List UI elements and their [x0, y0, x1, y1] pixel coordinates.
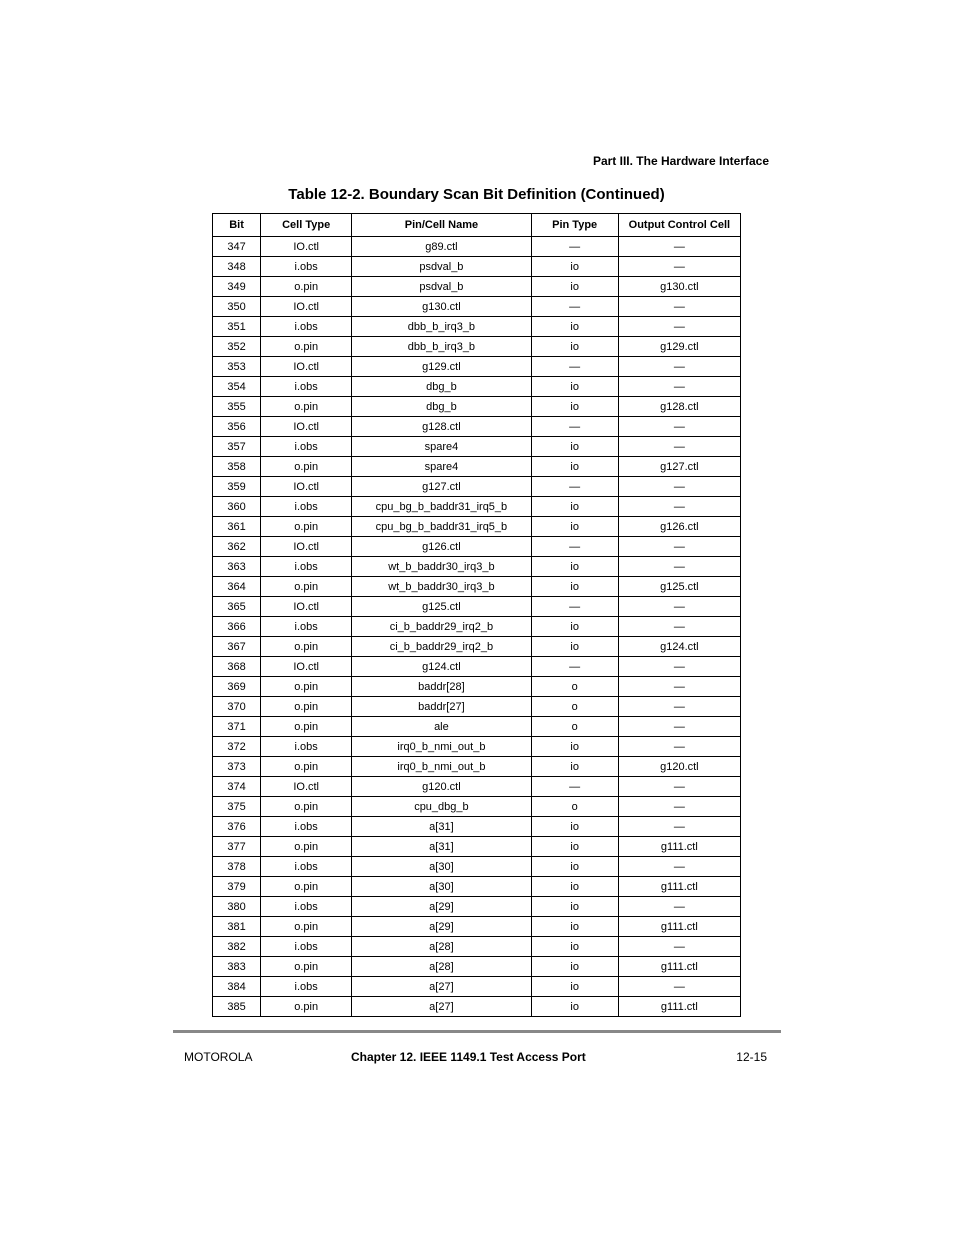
- cell-pin-type: io: [531, 897, 618, 917]
- cell-output-control: —: [618, 317, 740, 337]
- cell-pin-cell-name: g124.ctl: [352, 657, 531, 677]
- cell-output-control: —: [618, 657, 740, 677]
- cell-cell-type: o.pin: [261, 277, 352, 297]
- cell-pin-cell-name: wt_b_baddr30_irq3_b: [352, 577, 531, 597]
- column-header-cell-type: Cell Type: [261, 214, 352, 237]
- table-row: [213, 877, 741, 897]
- cell-cell-type: i.obs: [261, 557, 352, 577]
- cell-bit: 349: [213, 277, 261, 297]
- cell-pin-type: io: [531, 617, 618, 637]
- cell-output-control: —: [618, 737, 740, 757]
- cell-cell-type: o.pin: [261, 717, 352, 737]
- cell-output-control: —: [618, 357, 740, 377]
- cell-cell-type: IO.ctl: [261, 597, 352, 617]
- cell-cell-type: i.obs: [261, 977, 352, 997]
- cell-pin-type: io: [531, 497, 618, 517]
- table-row: [213, 857, 741, 877]
- cell-bit: 350: [213, 297, 261, 317]
- cell-pin-cell-name: a[29]: [352, 897, 531, 917]
- cell-bit: 376: [213, 817, 261, 837]
- cell-pin-type: io: [531, 377, 618, 397]
- cell-pin-type: —: [531, 477, 618, 497]
- cell-output-control: —: [618, 857, 740, 877]
- cell-pin-cell-name: wt_b_baddr30_irq3_b: [352, 557, 531, 577]
- cell-output-control: —: [618, 817, 740, 837]
- table-row: [213, 337, 741, 357]
- cell-pin-type: io: [531, 577, 618, 597]
- cell-pin-type: —: [531, 597, 618, 617]
- table-row: [213, 637, 741, 657]
- cell-output-control: —: [618, 257, 740, 277]
- cell-pin-cell-name: baddr[28]: [352, 677, 531, 697]
- cell-bit: 378: [213, 857, 261, 877]
- cell-bit: 352: [213, 337, 261, 357]
- cell-pin-type: io: [531, 877, 618, 897]
- cell-pin-type: io: [531, 917, 618, 937]
- cell-bit: 385: [213, 997, 261, 1017]
- cell-pin-cell-name: g89.ctl: [352, 237, 531, 257]
- table-row: [213, 277, 741, 297]
- cell-pin-type: io: [531, 817, 618, 837]
- table-row: [213, 717, 741, 737]
- column-header-output-control-cell: Output Control Cell: [618, 214, 740, 237]
- cell-pin-type: io: [531, 757, 618, 777]
- cell-pin-type: io: [531, 997, 618, 1017]
- cell-cell-type: IO.ctl: [261, 297, 352, 317]
- cell-output-control: —: [618, 797, 740, 817]
- table-row: [213, 917, 741, 937]
- cell-cell-type: IO.ctl: [261, 657, 352, 677]
- cell-pin-type: io: [531, 737, 618, 757]
- cell-bit: 364: [213, 577, 261, 597]
- cell-pin-cell-name: a[31]: [352, 817, 531, 837]
- cell-pin-type: io: [531, 977, 618, 997]
- cell-cell-type: o.pin: [261, 957, 352, 977]
- cell-pin-cell-name: g125.ctl: [352, 597, 531, 617]
- cell-cell-type: i.obs: [261, 317, 352, 337]
- table-row: [213, 497, 741, 517]
- cell-output-control: —: [618, 897, 740, 917]
- cell-pin-type: io: [531, 957, 618, 977]
- cell-output-control: —: [618, 237, 740, 257]
- cell-pin-cell-name: irq0_b_nmi_out_b: [352, 737, 531, 757]
- cell-pin-type: o: [531, 717, 618, 737]
- table-row: [213, 557, 741, 577]
- table-row: [213, 417, 741, 437]
- cell-pin-cell-name: spare4: [352, 457, 531, 477]
- cell-pin-type: o: [531, 797, 618, 817]
- cell-pin-cell-name: a[28]: [352, 957, 531, 977]
- cell-cell-type: o.pin: [261, 677, 352, 697]
- cell-cell-type: IO.ctl: [261, 477, 352, 497]
- cell-cell-type: i.obs: [261, 897, 352, 917]
- cell-bit: 354: [213, 377, 261, 397]
- cell-output-control: —: [618, 617, 740, 637]
- cell-pin-type: io: [531, 557, 618, 577]
- cell-pin-cell-name: g129.ctl: [352, 357, 531, 377]
- cell-output-control: g120.ctl: [618, 757, 740, 777]
- cell-cell-type: IO.ctl: [261, 537, 352, 557]
- cell-pin-type: io: [531, 517, 618, 537]
- cell-pin-type: io: [531, 837, 618, 857]
- cell-pin-cell-name: psdval_b: [352, 277, 531, 297]
- table-row: [213, 597, 741, 617]
- cell-pin-cell-name: a[30]: [352, 877, 531, 897]
- cell-cell-type: o.pin: [261, 637, 352, 657]
- cell-cell-type: o.pin: [261, 877, 352, 897]
- table-header-row: [213, 214, 741, 237]
- table-row: [213, 377, 741, 397]
- cell-bit: 379: [213, 877, 261, 897]
- cell-pin-type: io: [531, 277, 618, 297]
- cell-output-control: —: [618, 597, 740, 617]
- cell-bit: 347: [213, 237, 261, 257]
- cell-pin-cell-name: psdval_b: [352, 257, 531, 277]
- table-row: [213, 617, 741, 637]
- cell-pin-cell-name: a[31]: [352, 837, 531, 857]
- cell-output-control: g126.ctl: [618, 517, 740, 537]
- cell-cell-type: IO.ctl: [261, 237, 352, 257]
- cell-cell-type: o.pin: [261, 577, 352, 597]
- cell-pin-type: —: [531, 417, 618, 437]
- cell-cell-type: IO.ctl: [261, 417, 352, 437]
- cell-bit: 382: [213, 937, 261, 957]
- cell-cell-type: IO.ctl: [261, 777, 352, 797]
- cell-output-control: g111.ctl: [618, 997, 740, 1017]
- cell-pin-cell-name: g130.ctl: [352, 297, 531, 317]
- cell-output-control: —: [618, 497, 740, 517]
- cell-bit: 372: [213, 737, 261, 757]
- cell-output-control: —: [618, 977, 740, 997]
- cell-bit: 363: [213, 557, 261, 577]
- cell-pin-type: —: [531, 237, 618, 257]
- cell-bit: 374: [213, 777, 261, 797]
- cell-output-control: g111.ctl: [618, 917, 740, 937]
- cell-output-control: —: [618, 437, 740, 457]
- cell-bit: 358: [213, 457, 261, 477]
- table-row: [213, 357, 741, 377]
- table-row: [213, 517, 741, 537]
- cell-cell-type: i.obs: [261, 437, 352, 457]
- cell-pin-type: io: [531, 857, 618, 877]
- cell-pin-type: io: [531, 937, 618, 957]
- cell-pin-type: o: [531, 697, 618, 717]
- cell-pin-type: io: [531, 337, 618, 357]
- cell-cell-type: o.pin: [261, 917, 352, 937]
- table-row: [213, 957, 741, 977]
- cell-pin-cell-name: a[27]: [352, 977, 531, 997]
- cell-bit: 368: [213, 657, 261, 677]
- cell-bit: 362: [213, 537, 261, 557]
- cell-pin-type: io: [531, 257, 618, 277]
- cell-output-control: g127.ctl: [618, 457, 740, 477]
- table-row: [213, 397, 741, 417]
- footer-rule: [173, 1030, 781, 1033]
- cell-bit: 365: [213, 597, 261, 617]
- cell-bit: 367: [213, 637, 261, 657]
- cell-cell-type: i.obs: [261, 257, 352, 277]
- cell-output-control: g124.ctl: [618, 637, 740, 657]
- cell-bit: 361: [213, 517, 261, 537]
- cell-output-control: g130.ctl: [618, 277, 740, 297]
- cell-output-control: —: [618, 297, 740, 317]
- cell-cell-type: o.pin: [261, 757, 352, 777]
- table-row: [213, 537, 741, 557]
- cell-cell-type: i.obs: [261, 377, 352, 397]
- cell-pin-cell-name: dbb_b_irq3_b: [352, 337, 531, 357]
- cell-bit: 357: [213, 437, 261, 457]
- cell-output-control: —: [618, 417, 740, 437]
- table-row: [213, 657, 741, 677]
- cell-bit: 377: [213, 837, 261, 857]
- cell-bit: 353: [213, 357, 261, 377]
- cell-bit: 381: [213, 917, 261, 937]
- cell-output-control: —: [618, 477, 740, 497]
- cell-cell-type: i.obs: [261, 617, 352, 637]
- column-header-pin-type: Pin Type: [531, 214, 618, 237]
- cell-bit: 371: [213, 717, 261, 737]
- cell-pin-cell-name: g120.ctl: [352, 777, 531, 797]
- cell-pin-type: io: [531, 317, 618, 337]
- cell-pin-type: io: [531, 457, 618, 477]
- cell-cell-type: IO.ctl: [261, 357, 352, 377]
- cell-output-control: —: [618, 537, 740, 557]
- table-row: [213, 777, 741, 797]
- cell-bit: 359: [213, 477, 261, 497]
- cell-cell-type: i.obs: [261, 857, 352, 877]
- cell-bit: 384: [213, 977, 261, 997]
- cell-pin-cell-name: irq0_b_nmi_out_b: [352, 757, 531, 777]
- cell-pin-type: —: [531, 357, 618, 377]
- table-row: [213, 757, 741, 777]
- cell-pin-type: —: [531, 537, 618, 557]
- table-row: [213, 697, 741, 717]
- cell-pin-type: o: [531, 677, 618, 697]
- cell-pin-cell-name: a[27]: [352, 997, 531, 1017]
- cell-output-control: —: [618, 937, 740, 957]
- cell-pin-cell-name: ci_b_baddr29_irq2_b: [352, 617, 531, 637]
- cell-bit: 355: [213, 397, 261, 417]
- table-row: [213, 677, 741, 697]
- cell-pin-type: —: [531, 657, 618, 677]
- cell-bit: 375: [213, 797, 261, 817]
- cell-pin-cell-name: dbb_b_irq3_b: [352, 317, 531, 337]
- cell-pin-type: io: [531, 397, 618, 417]
- cell-pin-type: io: [531, 437, 618, 457]
- footer-chapter-title: Chapter 12. IEEE 1149.1 Test Access Port: [351, 1050, 586, 1064]
- cell-cell-type: i.obs: [261, 817, 352, 837]
- table-row: [213, 817, 741, 837]
- table-row: [213, 237, 741, 257]
- cell-cell-type: o.pin: [261, 797, 352, 817]
- cell-bit: 383: [213, 957, 261, 977]
- cell-pin-cell-name: spare4: [352, 437, 531, 457]
- table-title: Table 12-2. Boundary Scan Bit Definition (Continued): [288, 186, 665, 203]
- cell-bit: 373: [213, 757, 261, 777]
- cell-pin-cell-name: g127.ctl: [352, 477, 531, 497]
- table-row: [213, 837, 741, 857]
- table-row: [213, 437, 741, 457]
- column-header-pin-cell-name: Pin/Cell Name: [352, 214, 531, 237]
- cell-cell-type: o.pin: [261, 997, 352, 1017]
- cell-bit: 369: [213, 677, 261, 697]
- cell-pin-cell-name: g128.ctl: [352, 417, 531, 437]
- table-body: [213, 237, 741, 1017]
- cell-cell-type: o.pin: [261, 397, 352, 417]
- cell-bit: 366: [213, 617, 261, 637]
- table-row: [213, 977, 741, 997]
- table-row: [213, 897, 741, 917]
- table-row: [213, 737, 741, 757]
- cell-pin-cell-name: cpu_bg_b_baddr31_irq5_b: [352, 517, 531, 537]
- cell-output-control: g111.ctl: [618, 837, 740, 857]
- cell-output-control: —: [618, 677, 740, 697]
- table-row: [213, 297, 741, 317]
- table-row: [213, 477, 741, 497]
- table-row: [213, 997, 741, 1017]
- cell-pin-cell-name: ci_b_baddr29_irq2_b: [352, 637, 531, 657]
- table-row: [213, 317, 741, 337]
- table-row: [213, 257, 741, 277]
- cell-output-control: —: [618, 697, 740, 717]
- table-row: [213, 937, 741, 957]
- cell-output-control: —: [618, 557, 740, 577]
- cell-pin-cell-name: dbg_b: [352, 397, 531, 417]
- cell-pin-type: —: [531, 777, 618, 797]
- cell-pin-cell-name: ale: [352, 717, 531, 737]
- footer-page-number: 12-15: [736, 1050, 767, 1064]
- cell-cell-type: o.pin: [261, 697, 352, 717]
- footer-publisher: MOTOROLA: [184, 1050, 253, 1064]
- cell-cell-type: i.obs: [261, 497, 352, 517]
- cell-pin-cell-name: cpu_bg_b_baddr31_irq5_b: [352, 497, 531, 517]
- cell-bit: 356: [213, 417, 261, 437]
- cell-bit: 360: [213, 497, 261, 517]
- cell-output-control: —: [618, 717, 740, 737]
- cell-output-control: g129.ctl: [618, 337, 740, 357]
- cell-pin-cell-name: a[29]: [352, 917, 531, 937]
- cell-cell-type: i.obs: [261, 737, 352, 757]
- boundary-scan-table: [212, 213, 741, 1017]
- cell-pin-type: —: [531, 297, 618, 317]
- column-header-bit: Bit: [213, 214, 261, 237]
- table-row: [213, 797, 741, 817]
- cell-bit: 348: [213, 257, 261, 277]
- cell-pin-cell-name: baddr[27]: [352, 697, 531, 717]
- cell-cell-type: o.pin: [261, 337, 352, 357]
- cell-output-control: g125.ctl: [618, 577, 740, 597]
- cell-bit: 351: [213, 317, 261, 337]
- cell-output-control: g128.ctl: [618, 397, 740, 417]
- cell-cell-type: o.pin: [261, 457, 352, 477]
- cell-output-control: g111.ctl: [618, 877, 740, 897]
- cell-output-control: g111.ctl: [618, 957, 740, 977]
- cell-bit: 370: [213, 697, 261, 717]
- cell-output-control: —: [618, 777, 740, 797]
- table-row: [213, 577, 741, 597]
- cell-bit: 380: [213, 897, 261, 917]
- cell-pin-cell-name: cpu_dbg_b: [352, 797, 531, 817]
- table-row: [213, 457, 741, 477]
- cell-output-control: —: [618, 377, 740, 397]
- running-header: Part III. The Hardware Interface: [592, 154, 769, 168]
- cell-cell-type: o.pin: [261, 837, 352, 857]
- cell-cell-type: i.obs: [261, 937, 352, 957]
- cell-cell-type: o.pin: [261, 517, 352, 537]
- cell-pin-cell-name: dbg_b: [352, 377, 531, 397]
- cell-pin-cell-name: g126.ctl: [352, 537, 531, 557]
- cell-pin-cell-name: a[30]: [352, 857, 531, 877]
- cell-pin-type: io: [531, 637, 618, 657]
- cell-pin-cell-name: a[28]: [352, 937, 531, 957]
